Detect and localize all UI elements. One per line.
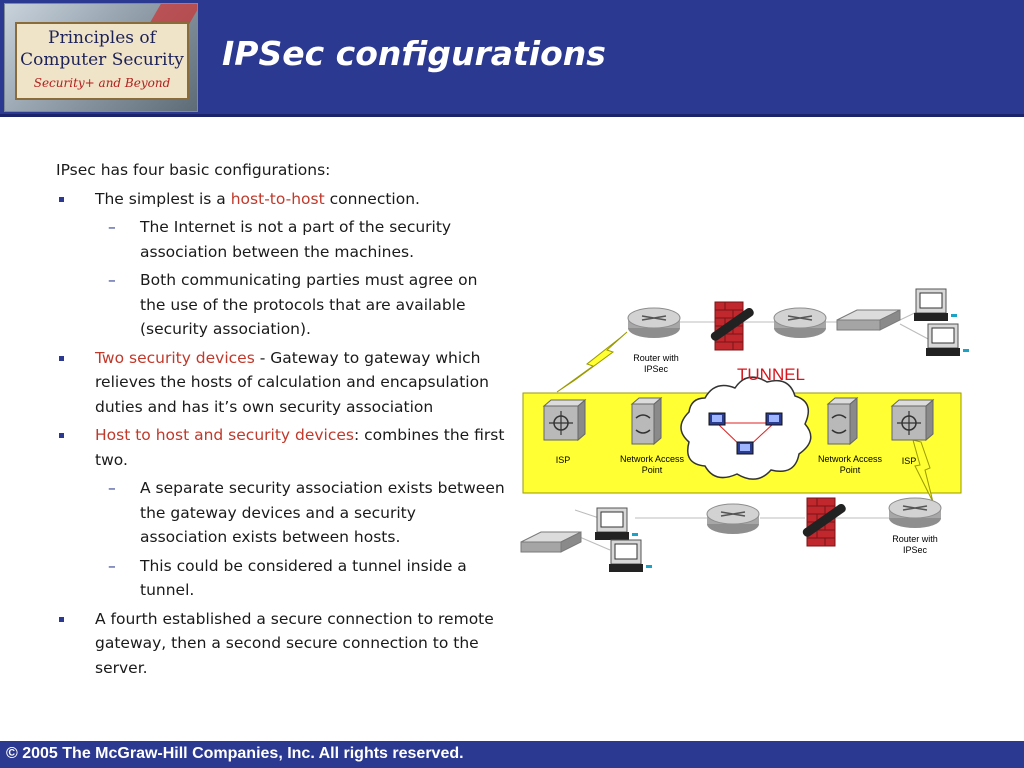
switch-icon [521, 532, 581, 552]
bullet-text: connection. [324, 189, 420, 208]
bullet-fourth-config: A fourth established a secure connection to remote gateway, then a second secure connection to the server. [56, 607, 506, 681]
copyright-text: © 2005 The McGraw-Hill Companies, Inc. All rights reserved. [6, 745, 464, 762]
isp-switch-icon [892, 400, 933, 440]
logo-decoration [149, 4, 198, 24]
highlight-two-security-devices: Two security devices [95, 348, 255, 367]
sub-bullet: – A separate security association exists between the gateway devices and a security association exists between hosts. [56, 476, 506, 550]
logo-line-2: Computer Security [20, 50, 184, 70]
router-top-label: Router with IPSec [633, 353, 679, 374]
isp-right-label: ISP [901, 456, 917, 466]
firewall-icon [801, 498, 847, 546]
logo-plaque [15, 22, 189, 100]
bullet-host-to-host [56, 187, 506, 212]
computer-icon [609, 540, 652, 572]
bullet-text: - Gateway to gateway which relieves the hosts of calculation and encapsulation duties and has it’s own security association [95, 348, 489, 416]
footer-bar [0, 741, 1024, 768]
computer-icon [914, 289, 957, 321]
highlight-host-and-devices: Host to host and security devices [95, 426, 354, 444]
internet-cloud-icon [681, 377, 811, 479]
logo-line-1: Principles of [48, 28, 156, 48]
computer-icon [926, 324, 969, 356]
sub-bullet: – This could be considered a tunnel inside a tunnel. [56, 554, 506, 603]
switch-icon [837, 310, 900, 330]
sub-bullet: – The Internet is not a part of the security association between the machines. [56, 215, 506, 264]
tunnel-label: TUNNEL [737, 365, 806, 384]
bullet-text: The simplest is a [95, 189, 231, 208]
logo-line-3: Security+ and Beyond [33, 76, 171, 90]
header-divider [0, 114, 1024, 117]
access-point-icon [828, 398, 857, 444]
nap-left-label: Network Access Point [619, 454, 685, 475]
highlight-host-to-host: host-to-host [230, 189, 325, 208]
bullet-host-and-devices [56, 423, 506, 472]
sub-bullet: – Both communicating parties must agree on the use of the protocols that are available (security association). [56, 268, 506, 342]
isp-left-label: ISP [555, 455, 571, 465]
book-logo [4, 3, 198, 112]
router-icon [707, 504, 759, 534]
slide-content [56, 158, 506, 684]
isp-switch-icon [544, 400, 585, 440]
router-bottom-label: Router with IPSec [892, 534, 938, 555]
access-point-icon [632, 398, 661, 444]
nap-right-label: Network Access Point [817, 454, 883, 475]
router-icon [774, 308, 826, 338]
computer-icon [595, 508, 638, 540]
router-icon [889, 498, 941, 528]
router-icon [628, 308, 680, 338]
network-diagram [515, 280, 995, 590]
firewall-icon [709, 302, 755, 350]
bullet-text: : combines the first two. [95, 426, 505, 469]
slide-title: IPSec configurations [222, 34, 606, 73]
header-bar [0, 0, 1024, 116]
intro-text: IPsec has four basic configurations: [56, 161, 331, 179]
bullet-two-security-devices [56, 346, 506, 420]
